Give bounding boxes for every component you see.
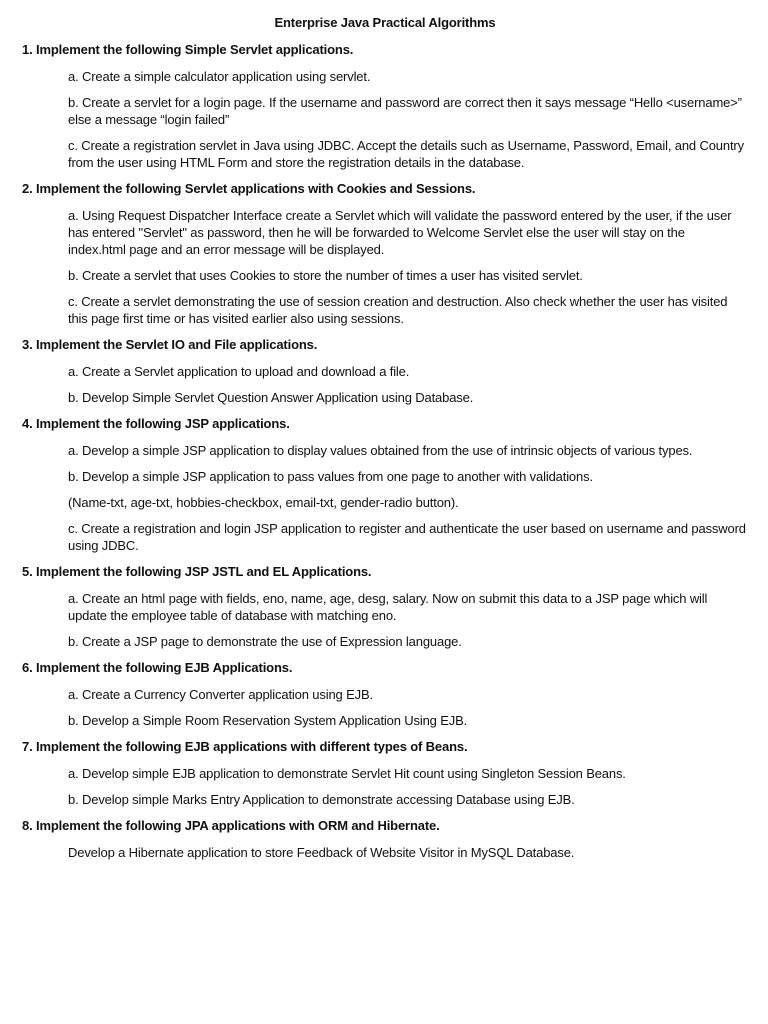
list-item: c. Create a servlet demonstrating the use of session creation and destruction. Also check whether the user has visited this page first time or has visited earlier also using sessions. bbox=[68, 294, 728, 326]
section-6 bbox=[22, 659, 746, 729]
list-item: c. Create a registration and login JSP application to register and authenticate the user based on username and password using JDBC. bbox=[68, 521, 746, 553]
list-item: a. Develop a simple JSP application to display values obtained from the use of intrinsic objects of various types. bbox=[68, 443, 693, 458]
list-item: a. Using Request Dispatcher Interface create a Servlet which will validate the password entered by the user, if the user has entered "Servlet" as password, then he will be forwarded to Welcome Servlet else the user will stay on the index.html page and an error message will be displayed. bbox=[68, 208, 732, 257]
section-2 bbox=[22, 180, 746, 327]
list-item: (Name-txt, age-txt, hobbies-checkbox, email-txt, gender-radio button). bbox=[68, 495, 459, 510]
section-heading: 2. Implement the following Servlet applications with Cookies and Sessions. bbox=[22, 181, 476, 196]
list-item: a. Create a simple calculator application using servlet. bbox=[68, 69, 371, 84]
list-item: a. Create a Currency Converter application using EJB. bbox=[68, 687, 373, 702]
section-heading: 3. Implement the Servlet IO and File applications. bbox=[22, 337, 318, 352]
section-heading: 5. Implement the following JSP JSTL and EL Applications. bbox=[22, 564, 372, 579]
list-item: b. Develop a Simple Room Reservation System Application Using EJB. bbox=[68, 713, 468, 728]
section-7 bbox=[22, 738, 746, 808]
list-item: b. Develop simple Marks Entry Application to demonstrate accessing Database using EJB. bbox=[68, 792, 575, 807]
list-item: a. Create a Servlet application to upload and download a file. bbox=[68, 364, 410, 379]
list-item: c. Create a registration servlet in Java using JDBC. Accept the details such as Username, Password, Email, and Country from the user using HTML Form and store the registration details in the database. bbox=[68, 138, 744, 170]
section-3 bbox=[22, 336, 746, 406]
section-heading: 8. Implement the following JPA applications with ORM and Hibernate. bbox=[22, 818, 440, 833]
list-item: b. Create a servlet for a login page. If the username and password are correct then it says message “Hello <username>” else a message “login failed” bbox=[68, 95, 742, 127]
section-5 bbox=[22, 563, 746, 650]
document-title: Enterprise Java Practical Algorithms bbox=[274, 15, 496, 30]
section-heading: 7. Implement the following EJB applications with different types of Beans. bbox=[22, 739, 468, 754]
section-heading: 1. Implement the following Simple Servlet applications. bbox=[22, 42, 354, 57]
section-4 bbox=[22, 415, 746, 554]
list-item: b. Create a JSP page to demonstrate the use of Expression language. bbox=[68, 634, 462, 649]
list-item: Develop a Hibernate application to store Feedback of Website Visitor in MySQL Database. bbox=[68, 845, 575, 860]
list-item: b. Create a servlet that uses Cookies to store the number of times a user has visited servlet. bbox=[68, 268, 583, 283]
list-item: a. Create an html page with fields, eno, name, age, desg, salary. Now on submit this data to a JSP page which will update the employee table of database with matching eno. bbox=[68, 591, 708, 623]
section-heading: 4. Implement the following JSP applications. bbox=[22, 416, 290, 431]
list-item: a. Develop simple EJB application to demonstrate Servlet Hit count using Singleton Session Beans. bbox=[68, 766, 626, 781]
list-item: b. Develop Simple Servlet Question Answer Application using Database. bbox=[68, 390, 474, 405]
section-8 bbox=[22, 817, 746, 861]
section-heading: 6. Implement the following EJB Applications. bbox=[22, 660, 293, 675]
list-item: b. Develop a simple JSP application to pass values from one page to another with validations. bbox=[68, 469, 593, 484]
section-1 bbox=[22, 41, 746, 171]
